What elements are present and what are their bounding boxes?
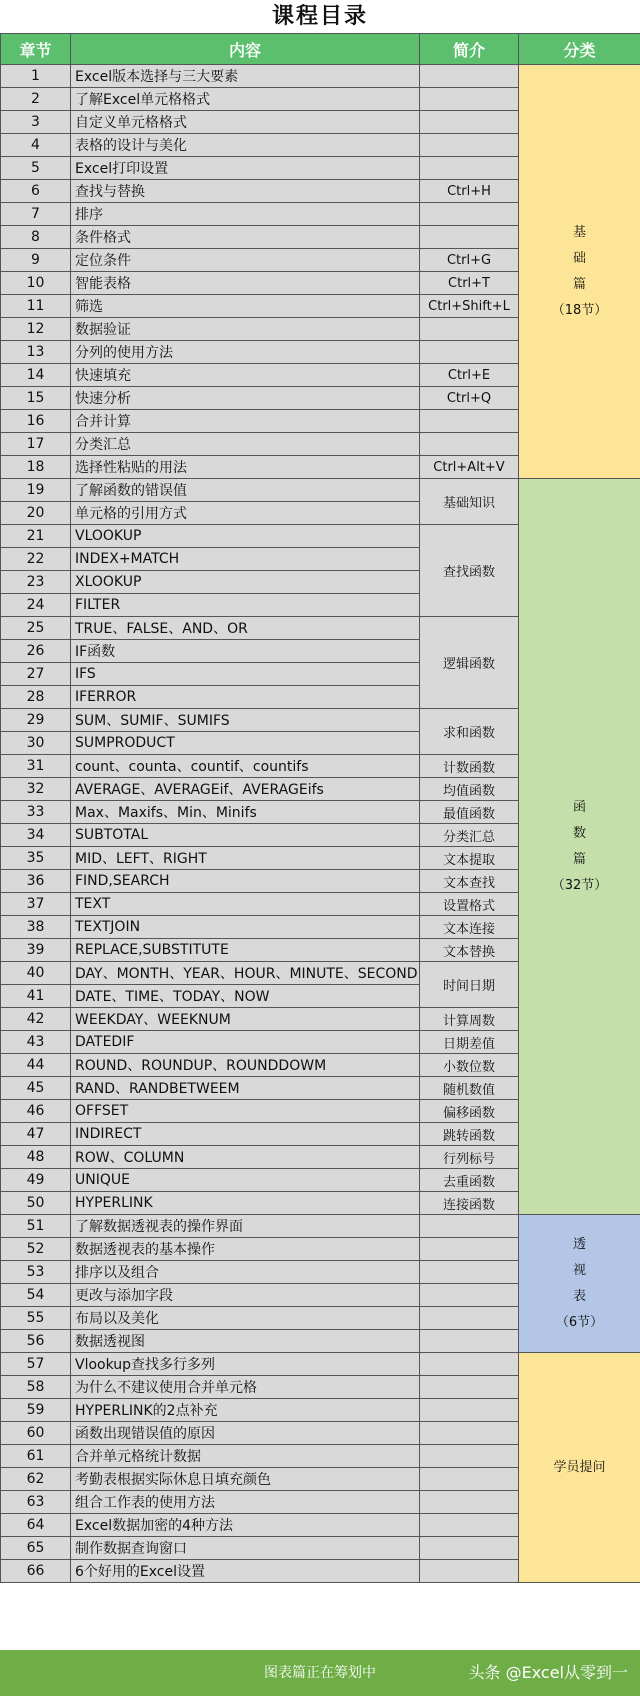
chapter-content: 合并单元格统计数据 (71, 1445, 420, 1468)
chapter-number: 40 (1, 962, 71, 985)
chapter-number: 29 (1, 709, 71, 732)
chapter-intro: Ctrl+Shift+L (420, 295, 519, 318)
chapter-number: 61 (1, 1445, 71, 1468)
chapter-intro: 行列标号 (420, 1146, 519, 1169)
chapter-number: 46 (1, 1100, 71, 1123)
chapter-content: 了解数据透视表的操作界面 (71, 1215, 420, 1238)
chapter-content: 为什么不建议使用合并单元格 (71, 1376, 420, 1399)
chapter-number: 48 (1, 1146, 71, 1169)
chapter-number: 42 (1, 1008, 71, 1031)
chapter-intro (420, 318, 519, 341)
chapter-number: 24 (1, 594, 71, 617)
watermark: 头条 @Excel从零到一 (468, 1663, 628, 1682)
chapter-number: 17 (1, 433, 71, 456)
chapter-content: 制作数据查询窗口 (71, 1537, 420, 1560)
chapter-intro (420, 1445, 519, 1468)
chapter-number: 7 (1, 203, 71, 226)
chapter-content: Excel打印设置 (71, 157, 420, 180)
chapter-number: 56 (1, 1330, 71, 1353)
chapter-intro (420, 1560, 519, 1583)
chapter-content: RAND、RANDBETWEEM (71, 1077, 420, 1100)
chapter-content: Excel版本选择与三大要素 (71, 65, 420, 88)
chapter-number: 31 (1, 755, 71, 778)
table-row (1, 479, 640, 502)
chapter-intro: 均值函数 (420, 778, 519, 801)
chapter-content: 自定义单元格格式 (71, 111, 420, 134)
chapter-number: 49 (1, 1169, 71, 1192)
chapter-intro: Ctrl+H (420, 180, 519, 203)
chapter-number: 34 (1, 824, 71, 847)
chapter-intro (420, 1514, 519, 1537)
chapter-intro: 文本连接 (420, 916, 519, 939)
chapter-content: count、counta、countif、countifs (71, 755, 420, 778)
chapter-intro: 设置格式 (420, 893, 519, 916)
chapter-content: 条件格式 (71, 226, 420, 249)
chapter-number: 15 (1, 387, 71, 410)
chapter-content: UNIQUE (71, 1169, 420, 1192)
chapter-content: 选择性粘贴的用法 (71, 456, 420, 479)
chapter-content: 智能表格 (71, 272, 420, 295)
chapter-intro: 时间日期 (420, 962, 519, 1008)
chapter-number: 45 (1, 1077, 71, 1100)
chapter-intro: Ctrl+Q (420, 387, 519, 410)
chapter-number: 60 (1, 1422, 71, 1445)
header-content: 内容 (71, 34, 420, 65)
chapter-content: REPLACE,SUBSTITUTE (71, 939, 420, 962)
chapter-content: 查找与替换 (71, 180, 420, 203)
chapter-content: ROUND、ROUNDUP、ROUNDDOWM (71, 1054, 420, 1077)
chapter-content: 排序 (71, 203, 420, 226)
page-title: 课程目录 (271, 4, 368, 29)
chapter-number: 35 (1, 847, 71, 870)
footer-text: 图表篇正在筹划中 (264, 1665, 376, 1681)
chapter-intro (420, 341, 519, 364)
chapter-number: 36 (1, 870, 71, 893)
chapter-number: 63 (1, 1491, 71, 1514)
chapter-number: 16 (1, 410, 71, 433)
chapter-number: 54 (1, 1284, 71, 1307)
chapter-number: 39 (1, 939, 71, 962)
chapter-content: 分列的使用方法 (71, 341, 420, 364)
chapter-intro (420, 1537, 519, 1560)
chapter-content: 6个好用的Excel设置 (71, 1560, 420, 1583)
chapter-intro: 日期差值 (420, 1031, 519, 1054)
chapter-number: 27 (1, 663, 71, 686)
chapter-content: 排序以及组合 (71, 1261, 420, 1284)
chapter-content: 合并计算 (71, 410, 420, 433)
chapter-content: SUBTOTAL (71, 824, 420, 847)
chapter-intro: 文本提取 (420, 847, 519, 870)
chapter-number: 6 (1, 180, 71, 203)
chapter-content: TRUE、FALSE、AND、OR (71, 617, 420, 640)
chapter-intro (420, 1491, 519, 1514)
chapter-intro: 基础知识 (420, 479, 519, 525)
chapter-number: 25 (1, 617, 71, 640)
chapter-content: TEXTJOIN (71, 916, 420, 939)
chapter-content: HYPERLINK (71, 1192, 420, 1215)
chapter-content: IF函数 (71, 640, 420, 663)
chapter-number: 14 (1, 364, 71, 387)
chapter-content: Vlookup查找多行多列 (71, 1353, 420, 1376)
chapter-number: 4 (1, 134, 71, 157)
chapter-number: 18 (1, 456, 71, 479)
chapter-content: FIND,SEARCH (71, 870, 420, 893)
chapter-number: 38 (1, 916, 71, 939)
chapter-content: SUM、SUMIF、SUMIFS (71, 709, 420, 732)
category-count: （6节） (555, 1314, 604, 1330)
category-cell (519, 65, 640, 479)
chapter-number: 64 (1, 1514, 71, 1537)
chapter-intro: 逻辑函数 (420, 617, 519, 709)
chapter-content: MID、LEFT、RIGHT (71, 847, 420, 870)
chapter-number: 44 (1, 1054, 71, 1077)
category-cell (519, 479, 640, 1215)
course-table (0, 33, 640, 1583)
chapter-intro (420, 1376, 519, 1399)
chapter-content: IFS (71, 663, 420, 686)
chapter-content: 单元格的引用方式 (71, 502, 420, 525)
chapter-number: 41 (1, 985, 71, 1008)
chapter-intro (420, 1422, 519, 1445)
chapter-content: WEEKDAY、WEEKNUM (71, 1008, 420, 1031)
chapter-intro (420, 157, 519, 180)
chapter-number: 12 (1, 318, 71, 341)
chapter-content: 了解函数的错误值 (71, 479, 420, 502)
chapter-number: 2 (1, 88, 71, 111)
chapter-intro: 最值函数 (420, 801, 519, 824)
chapter-number: 32 (1, 778, 71, 801)
chapter-number: 58 (1, 1376, 71, 1399)
chapter-intro: Ctrl+E (420, 364, 519, 387)
chapter-content: 定位条件 (71, 249, 420, 272)
category-cell (519, 1215, 640, 1353)
chapter-intro (420, 226, 519, 249)
chapter-content: 快速分析 (71, 387, 420, 410)
category-label: 学员提问 (553, 1459, 606, 1475)
chapter-intro (420, 111, 519, 134)
chapter-content: 数据透视表的基本操作 (71, 1238, 420, 1261)
chapter-number: 11 (1, 295, 71, 318)
chapter-number: 10 (1, 272, 71, 295)
chapter-intro (420, 1353, 519, 1376)
chapter-number: 20 (1, 502, 71, 525)
chapter-content: ROW、COLUMN (71, 1146, 420, 1169)
chapter-number: 33 (1, 801, 71, 824)
chapter-number: 37 (1, 893, 71, 916)
chapter-content: 更改与添加字段 (71, 1284, 420, 1307)
chapter-number: 9 (1, 249, 71, 272)
chapter-intro: Ctrl+T (420, 272, 519, 295)
chapter-content: 函数出现错误值的原因 (71, 1422, 420, 1445)
table-row (1, 1215, 640, 1238)
chapter-number: 30 (1, 732, 71, 755)
chapter-content: 快速填充 (71, 364, 420, 387)
chapter-intro (420, 65, 519, 88)
header-row (1, 34, 640, 65)
chapter-intro: 查找函数 (420, 525, 519, 617)
chapter-intro: 计数函数 (420, 755, 519, 778)
chapter-number: 13 (1, 341, 71, 364)
chapter-content: IFERROR (71, 686, 420, 709)
chapter-content: 布局以及美化 (71, 1307, 420, 1330)
chapter-intro (420, 1307, 519, 1330)
chapter-intro: 小数位数 (420, 1054, 519, 1077)
chapter-content: DATEDIF (71, 1031, 420, 1054)
chapter-intro: 分类汇总 (420, 824, 519, 847)
chapter-intro: Ctrl+G (420, 249, 519, 272)
chapter-content: 数据透视图 (71, 1330, 420, 1353)
chapter-content: AVERAGE、AVERAGEif、AVERAGEifs (71, 778, 420, 801)
category-label: 透视表 (573, 1236, 587, 1304)
chapter-number: 23 (1, 571, 71, 594)
chapter-number: 22 (1, 548, 71, 571)
chapter-intro (420, 1468, 519, 1491)
chapter-number: 65 (1, 1537, 71, 1560)
category-cell (519, 1353, 640, 1583)
chapter-intro (420, 1330, 519, 1353)
chapter-content: TEXT (71, 893, 420, 916)
chapter-number: 51 (1, 1215, 71, 1238)
chapter-content: 表格的设计与美化 (71, 134, 420, 157)
chapter-content: 组合工作表的使用方法 (71, 1491, 420, 1514)
chapter-intro: 计算周数 (420, 1008, 519, 1031)
chapter-intro: 去重函数 (420, 1169, 519, 1192)
category-count: （32节） (551, 877, 608, 893)
chapter-content: 分类汇总 (71, 433, 420, 456)
chapter-number: 52 (1, 1238, 71, 1261)
chapter-number: 66 (1, 1560, 71, 1583)
chapter-intro (420, 1238, 519, 1261)
chapter-number: 19 (1, 479, 71, 502)
chapter-content: 了解Excel单元格格式 (71, 88, 420, 111)
chapter-number: 3 (1, 111, 71, 134)
chapter-content: Max、Maxifs、Min、Minifs (71, 801, 420, 824)
chapter-intro (420, 134, 519, 157)
chapter-intro: 文本替换 (420, 939, 519, 962)
chapter-number: 28 (1, 686, 71, 709)
chapter-intro: Ctrl+Alt+V (420, 456, 519, 479)
chapter-intro (420, 88, 519, 111)
chapter-content: SUMPRODUCT (71, 732, 420, 755)
chapter-content: INDIRECT (71, 1123, 420, 1146)
category-label: 函数篇 (573, 799, 587, 867)
chapter-intro: 随机数值 (420, 1077, 519, 1100)
chapter-content: FILTER (71, 594, 420, 617)
chapter-content: 数据验证 (71, 318, 420, 341)
chapter-intro (420, 1261, 519, 1284)
chapter-number: 26 (1, 640, 71, 663)
chapter-intro (420, 1399, 519, 1422)
chapter-intro: 文本查找 (420, 870, 519, 893)
header-category: 分类 (519, 34, 640, 65)
chapter-intro: 跳转函数 (420, 1123, 519, 1146)
chapter-content: HYPERLINK的2点补充 (71, 1399, 420, 1422)
chapter-content: DATE、TIME、TODAY、NOW (71, 985, 420, 1008)
chapter-content: OFFSET (71, 1100, 420, 1123)
chapter-content: XLOOKUP (71, 571, 420, 594)
chapter-number: 43 (1, 1031, 71, 1054)
chapter-content: Excel数据加密的4种方法 (71, 1514, 420, 1537)
chapter-intro: 偏移函数 (420, 1100, 519, 1123)
chapter-content: INDEX+MATCH (71, 548, 420, 571)
table-row (1, 1353, 640, 1376)
table-row (1, 65, 640, 88)
chapter-intro: 连接函数 (420, 1192, 519, 1215)
chapter-intro (420, 433, 519, 456)
chapter-number: 55 (1, 1307, 71, 1330)
chapter-number: 8 (1, 226, 71, 249)
chapter-number: 1 (1, 65, 71, 88)
chapter-number: 57 (1, 1353, 71, 1376)
chapter-number: 21 (1, 525, 71, 548)
chapter-intro (420, 1215, 519, 1238)
chapter-number: 5 (1, 157, 71, 180)
category-label: 基础篇 (573, 224, 587, 292)
chapter-content: VLOOKUP (71, 525, 420, 548)
category-count: （18节） (551, 302, 608, 318)
chapter-intro (420, 203, 519, 226)
chapter-number: 47 (1, 1123, 71, 1146)
chapter-intro (420, 410, 519, 433)
footer-banner (0, 1650, 640, 1696)
chapter-number: 59 (1, 1399, 71, 1422)
header-chapter: 章节 (1, 34, 71, 65)
chapter-content: 筛选 (71, 295, 420, 318)
chapter-intro: 求和函数 (420, 709, 519, 755)
chapter-intro (420, 1284, 519, 1307)
chapter-content: 考勤表根据实际休息日填充颜色 (71, 1468, 420, 1491)
header-intro: 简介 (420, 34, 519, 65)
chapter-number: 62 (1, 1468, 71, 1491)
chapter-number: 50 (1, 1192, 71, 1215)
chapter-content: DAY、MONTH、YEAR、HOUR、MINUTE、SECOND (71, 962, 420, 985)
chapter-number: 53 (1, 1261, 71, 1284)
